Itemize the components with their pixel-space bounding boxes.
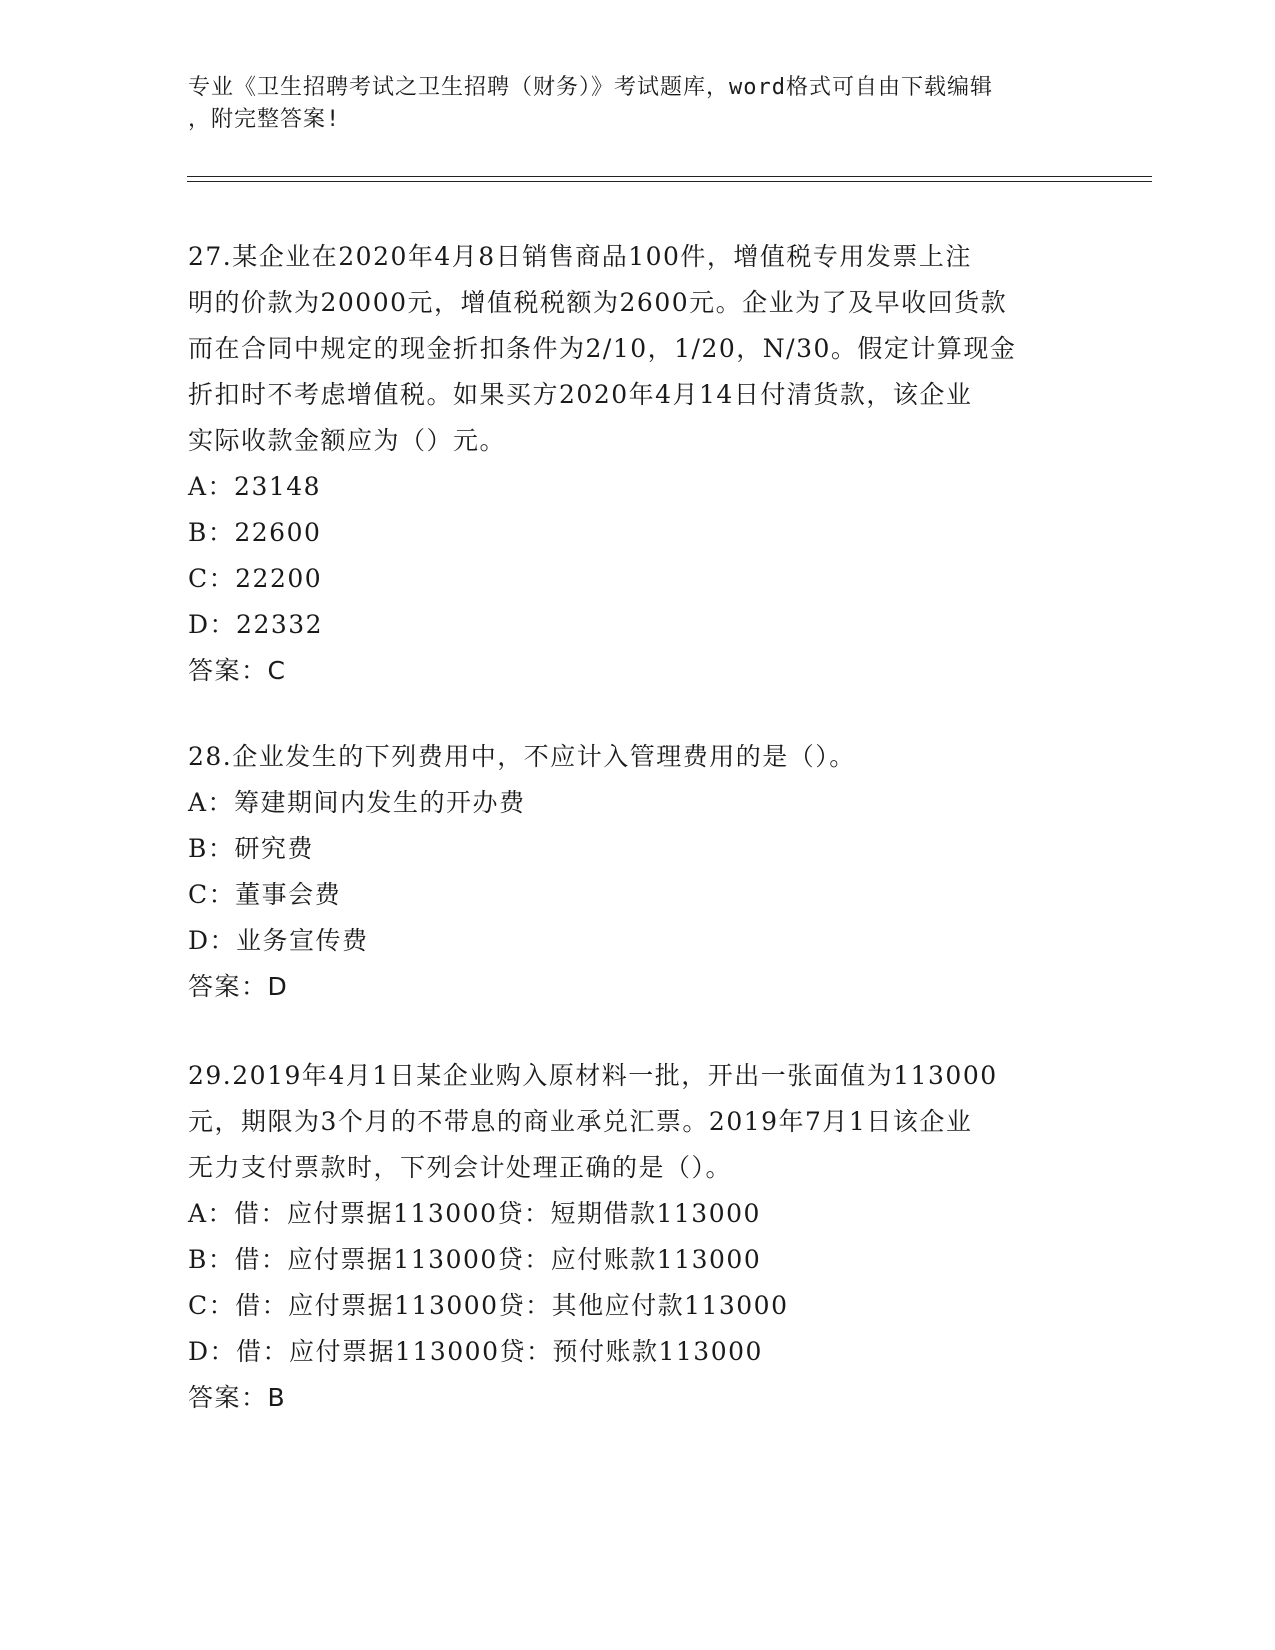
header-line-2: ，附完整答案!	[188, 107, 341, 132]
question-stem-line: 27.某企业在2020年4月8日销售商品100件，增值税专用发票上注	[188, 242, 972, 271]
option-c: C：借：应付票据113000贷：其他应付款113000	[188, 1291, 789, 1320]
question-stem-line: 明的价款为20000元，增值税税额为2600元。企业为了及早收回货款	[188, 288, 1008, 317]
question-29	[188, 1053, 1088, 1421]
option-d: D：借：应付票据113000贷：预付账款113000	[188, 1337, 763, 1366]
question-28	[188, 734, 1088, 1010]
option-d: D：业务宣传费	[188, 926, 369, 955]
question-stem-line: 29.2019年4月1日某企业购入原材料一批，开出一张面值为113000	[188, 1061, 998, 1090]
option-b: B：研究费	[188, 834, 314, 863]
option-a: A：23148	[188, 472, 322, 501]
option-b: B：22600	[188, 518, 322, 547]
option-b: B：借：应付票据113000贷：应付账款113000	[188, 1245, 762, 1274]
answer: 答案：C	[188, 656, 287, 685]
question-stem-line: 而在合同中规定的现金折扣条件为2/10，1/20，N/30。假定计算现金	[188, 334, 1017, 363]
question-stem-line: 元，期限为3个月的不带息的商业承兑汇票。2019年7月1日该企业	[188, 1107, 973, 1136]
question-stem-line: 折扣时不考虑增值税。如果买方2020年4月14日付清货款，该企业	[188, 380, 973, 409]
header-divider-bottom	[187, 181, 1152, 182]
document-header	[188, 72, 1068, 136]
option-a: A：借：应付票据113000贷：短期借款113000	[188, 1199, 761, 1228]
answer: 答案：D	[188, 972, 289, 1001]
question-27	[188, 234, 1088, 694]
header-line-1: 专业《卫生招聘考试之卫生招聘（财务）》考试题库，word格式可自由下载编辑	[188, 75, 993, 100]
option-c: C：22200	[188, 564, 323, 593]
question-stem-line: 28.企业发生的下列费用中，不应计入管理费用的是（）。	[188, 742, 856, 771]
option-a: A：筹建期间内发生的开办费	[188, 788, 526, 817]
option-d: D：22332	[188, 610, 324, 639]
answer: 答案：B	[188, 1383, 287, 1412]
option-c: C：董事会费	[188, 880, 342, 909]
question-stem-line: 实际收款金额应为（）元。	[188, 426, 507, 455]
question-stem-line: 无力支付票款时，下列会计处理正确的是（）。	[188, 1153, 733, 1182]
header-divider-top	[187, 176, 1152, 177]
